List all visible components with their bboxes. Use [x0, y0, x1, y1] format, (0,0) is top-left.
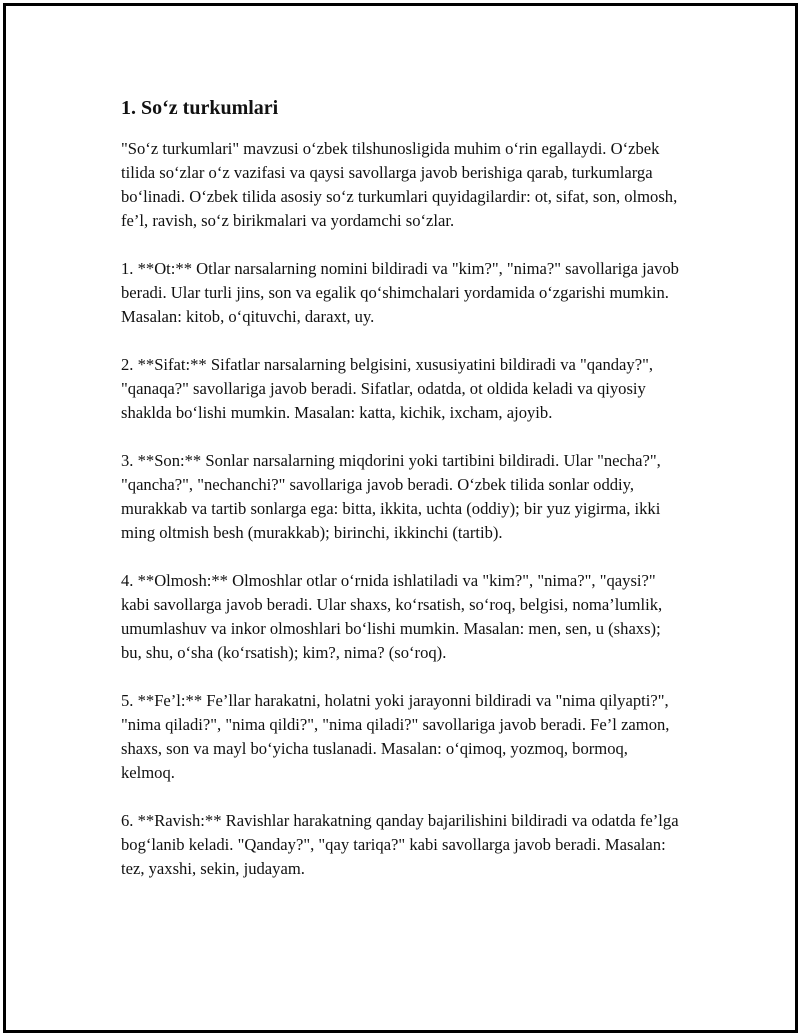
intro-paragraph: "So‘z turkumlari" mavzusi o‘zbek tilshunosligida muhim o‘rin egallaydi. O‘zbek tilida so‘zlar o‘z vazifasi va qaysi savollarga javob berishiga qarab, turkumlarga bo‘linadi. O‘zbek tilida asosiy so‘z turkumlari quyidagilardir: ot, sifat, son, olmosh, fe’l, ravish, so‘z birikmalari va yordamchi so‘zlar. — [121, 139, 678, 230]
fel-paragraph: 5. **Fe’l:** Fe’llar harakatni, holatni yoki jarayonni bildiradi va "nima qilyapti?", "nima qiladi?", "nima qildi?", "nima qiladi?" savollariga javob beradi. Fe’l zamon, shaxs, son va mayl bo‘yicha tuslanadi. Masalan: o‘qimoq, yozmoq, bormoq, kelmoq. — [121, 691, 670, 782]
olmosh-paragraph: 4. **Olmosh:** Olmoshlar otlar o‘rnida ishlatiladi va "kim?", "nima?", "qaysi?" kabi savollarga javob beradi. Ular shaxs, ko‘rsatish, so‘roq, belgisi, noma’lumlik, umumlashuv va inkor olmoshlari bo‘lishi mumkin. Masalan: men, sen, u (shaxs); bu, shu, o‘sha (ko‘rsatish); kim?, nima? (so‘roq). — [121, 571, 663, 662]
son-paragraph: 3. **Son:** Sonlar narsalarning miqdorini yoki tartibini bildiradi. Ular "necha?", "qancha?", "nechanchi?" savollariga javob beradi. O‘zbek tilida sonlar oddiy, murakkab va tartib sonlarga ega: bitta, ikkita, uchta (oddiy); bir yuz yigirma, ikki ming oltmish besh (murakkab); birinchi, ikkinchi (tartib). — [121, 451, 661, 542]
document-page — [3, 3, 798, 1033]
document-body — [121, 93, 681, 905]
sifat-paragraph: 2. **Sifat:** Sifatlar narsalarning belgisini, xususiyatini bildiradi va "qanday?", "qanaqa?" savollariga javob beradi. Sifatlar, odatda, ot oldida keladi va qiyosiy shaklda bo‘lishi mumkin. Masalan: katta, kichik, ixcham, ajoyib. — [121, 355, 653, 422]
section-title: 1. So‘z turkumlari — [121, 97, 279, 119]
ot-paragraph: 1. **Ot:** Otlar narsalarning nomini bildiradi va "kim?", "nima?" savollariga javob beradi. Ular turli jins, son va egalik qo‘shimchalari yordamida o‘zgarishi mumkin. Masalan: kitob, o‘qituvchi, daraxt, uy. — [121, 259, 679, 326]
ravish-paragraph: 6. **Ravish:** Ravishlar harakatning qanday bajarilishini bildiradi va odatda fe’lga bog‘lanib keladi. "Qanday?", "qay tariqa?" kabi savollarga javob beradi. Masalan: tez, yaxshi, sekin, judayam. — [121, 811, 679, 878]
